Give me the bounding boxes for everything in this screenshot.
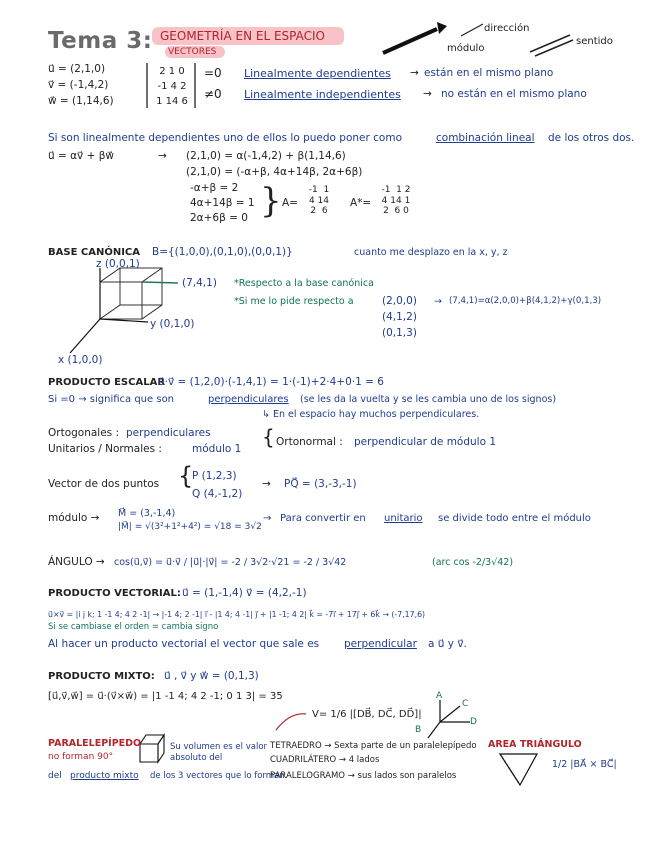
point-q: Q (4,-1,2) [192,488,243,500]
orthogonal-value: perpendiculares [126,427,211,439]
combination-intro-c: de los otros dos. [548,132,635,144]
parallelepiped-figure [140,735,164,762]
sense-label: sentido [576,36,613,47]
unit-note-c: se divide todo entre el módulo [438,513,591,524]
paralelogramo-note: PARALELOGRAMO → sus lados son paralelos [270,771,457,781]
pq-vector: PQ⃗ = (3,-3,-1) [284,478,357,490]
canonical-axes [70,268,148,353]
tri-label-d: D [470,717,477,727]
two-points-label: Vector de dos puntos [48,478,160,490]
dependent-note: están en el mismo plano [424,67,554,79]
vectorial-note: Si se cambiase el orden = cambia signo [48,622,219,632]
combination-eq: u⃗ = αv⃗ + βw⃗ [48,150,115,162]
tetraedro-note: TETRAEDRO → Sexta parte de un paralelepípedo [270,741,477,751]
triangle-figure [500,754,537,785]
module-vector: M⃗ = (3,-1,4) [118,508,176,519]
paralelepipedo-volume-c: de los 3 vectores que lo forman [150,771,285,781]
point-p: P (1,2,3) [192,470,237,482]
matrix-a-label: A= [282,197,298,209]
axis-y-label: y (0,1,0) [150,318,195,330]
module-label: módulo [447,43,485,54]
paralelepipedo-volume-b: producto mixto [70,771,139,781]
mixed-heading: PRODUCTO MIXTO: [48,671,155,682]
vector-v: v⃗ = (-1,4,2) [48,79,109,91]
vectorial-result-b: perpendicular [344,638,417,650]
system-eq-1: -α+β = 2 [190,182,239,194]
tetra-curve-arrow [276,714,306,730]
combination-intro-a: Si son linealmente dependientes uno de ellos lo puedo poner como [48,132,403,144]
other-basis-3: (0,1,3) [382,327,417,339]
vector-arrow-shaft [383,29,437,53]
scalar-heading: PRODUCTO ESCALAR [48,377,166,388]
paralelepipedo-volume: Su volumen es el valor absoluto del [170,742,268,763]
topic-heading: GEOMETRÍA EN EL ESPACIO [160,29,325,43]
dependent-arrow: → [410,67,419,79]
pq-arrow: → [262,478,271,490]
system-eq-3: 2α+6β = 0 [190,212,248,224]
basis-arrow: → [434,296,442,307]
tri-label-a: A [436,691,443,701]
orthogonal-label: Ortogonales : [48,427,120,439]
mixed-vectors: u⃗ , v⃗ y w⃗ = (0,1,3) [164,670,259,682]
tri-label-c: C [462,699,469,709]
canonical-heading: BASE CANÓNICA [48,247,140,258]
vectorial-result-c: a u⃗ y v⃗. [428,638,467,650]
paralelepipedo-note: no forman 90° [48,752,114,762]
paralelepipedo-label: PARALELEPÍPEDO [48,738,142,749]
direction-label: dirección [484,23,530,34]
scalar-zero-c: (se les da la vuelta y se les cambia uno de los signos) [300,394,557,405]
system-brace: } [260,181,282,221]
vectorial-heading: PRODUCTO VECTORIAL: [48,588,181,599]
other-basis-2: (4,1,2) [382,311,417,323]
page-title: Tema 3: [48,28,153,54]
paralelepipedo-volume-a: del [48,771,62,781]
subtopic-heading: VECTORES [168,47,217,57]
combination-arrow: → [158,150,167,162]
other-basis-note: *Si me lo pide respecto a [234,296,354,307]
matrix-a: -1 1 4 14 2 6 [308,185,330,216]
combination-intro-b: combinación lineal [436,132,535,144]
unit-note-a: Para convertir en [280,513,366,524]
orthonormal-value: perpendicular de módulo 1 [354,436,497,448]
axis-z-label: z (0,0,1) [96,258,140,270]
vectorial-vectors: u⃗ = (1,-1,4) v⃗ = (4,2,-1) [182,587,307,599]
det-nonzero: ≠0 [204,87,222,101]
orthonormal-label: Ortonormal : [276,436,343,448]
two-points-brace: { [178,462,194,490]
area-heading: AREA TRIÁNGULO [488,739,582,750]
combination-line2: (2,1,0) = (-α+β, 4α+14β, 2α+6β) [186,166,363,178]
axis-x-label: x (1,0,0) [58,354,103,366]
mixed-formula: [u⃗,v⃗,w⃗] = u⃗·(v⃗×w⃗) = |1 -1 4; 4 2 -1; 0 1 3| = 35 [48,691,283,702]
matrix-ab-label: A*= [350,197,372,209]
matrix-ab: -1 1 2 4 14 1 2 6 0 [381,185,411,216]
tetra-volume: V= 1/6 |[DB⃗, DC⃗, DD⃗]| [312,709,422,720]
canonical-note: cuanto me desplazo en la x, y, z [354,247,508,258]
independent-note: no están en el mismo plano [441,88,587,100]
basis-combination: (7,4,1)=α(2,0,0)+β(4,1,2)+γ(0,1,3) [449,296,602,306]
area-formula: 1/2 |BA⃗ × BC⃗| [552,759,617,770]
independent-label: Linealmente independientes [244,88,401,101]
scalar-formula: u⃗·v⃗ = (1,2,0)·(-1,4,1) = 1·(-1)+2·4+0·1 = 6 [158,376,384,388]
vectorial-det: u⃗×v⃗ = |i j k; 1 -1 4; 4 2 -1| → |-1 4; 2 -1| i⃗ - |1 4; 4 -1| j⃗ + |1 -1; 4 2| k⃗ = -7i⃗ + 17j⃗ + 6k⃗ → (-7,17,6) [48,610,426,619]
canonical-cube [100,268,162,319]
canonical-basis: B={(1,0,0),(0,1,0),(0,0,1)} [152,246,293,258]
other-basis-1: (2,0,0) [382,295,417,307]
independent-arrow: → [423,88,432,100]
vector-w: w⃗ = (1,14,6) [48,95,114,107]
scalar-zero-b: perpendiculares [208,394,289,405]
unit-label: Unitarios / Normales : [48,443,162,455]
direction-line [461,24,483,36]
unit-arrow: → [263,513,272,524]
module-heading: módulo → [48,512,100,524]
vectorial-result-a: Al hacer un producto vectorial el vector que sale es [48,638,320,650]
cuadrilatero-note: CUADRILÁTERO → 4 lados [270,755,380,765]
respecto-note: *Respecto a la base canónica [234,278,374,289]
vector-u: u⃗ = (2,1,0) [48,63,106,75]
point-label: (7,4,1) [182,277,217,289]
vector-arrow-head [437,22,447,34]
dependence-matrix: 2 1 0 -1 4 2 1 14 6 [156,66,188,107]
ortho-brace: { [262,425,275,449]
tri-label-b: B [415,725,422,735]
system-eq-2: 4α+14β = 1 [190,197,255,209]
module-calc: |M⃗| = √(3²+1²+4²) = √18 = 3√2 [118,522,262,532]
unit-note-b: unitario [384,513,423,524]
angle-formula: cos(u⃗,v⃗) = u⃗·v⃗ / |u⃗|·|v⃗| = -2 / 3√2·√21 = -2 / 3√42 [114,557,347,568]
scalar-space-note: ↳ En el espacio hay muchos perpendiculares. [262,409,480,420]
unit-value: módulo 1 [192,443,242,455]
det-zero: =0 [204,66,222,80]
point-arrow [142,282,178,283]
combination-line1: (2,1,0) = α(-1,4,2) + β(1,14,6) [186,150,346,162]
dependent-label: Linealmente dependientes [244,67,391,80]
scalar-zero-a: Si =0 → significa que son [48,394,175,405]
angle-arc: (arc cos -2/3√42) [432,557,514,568]
angle-label: ÁNGULO → [48,556,105,568]
